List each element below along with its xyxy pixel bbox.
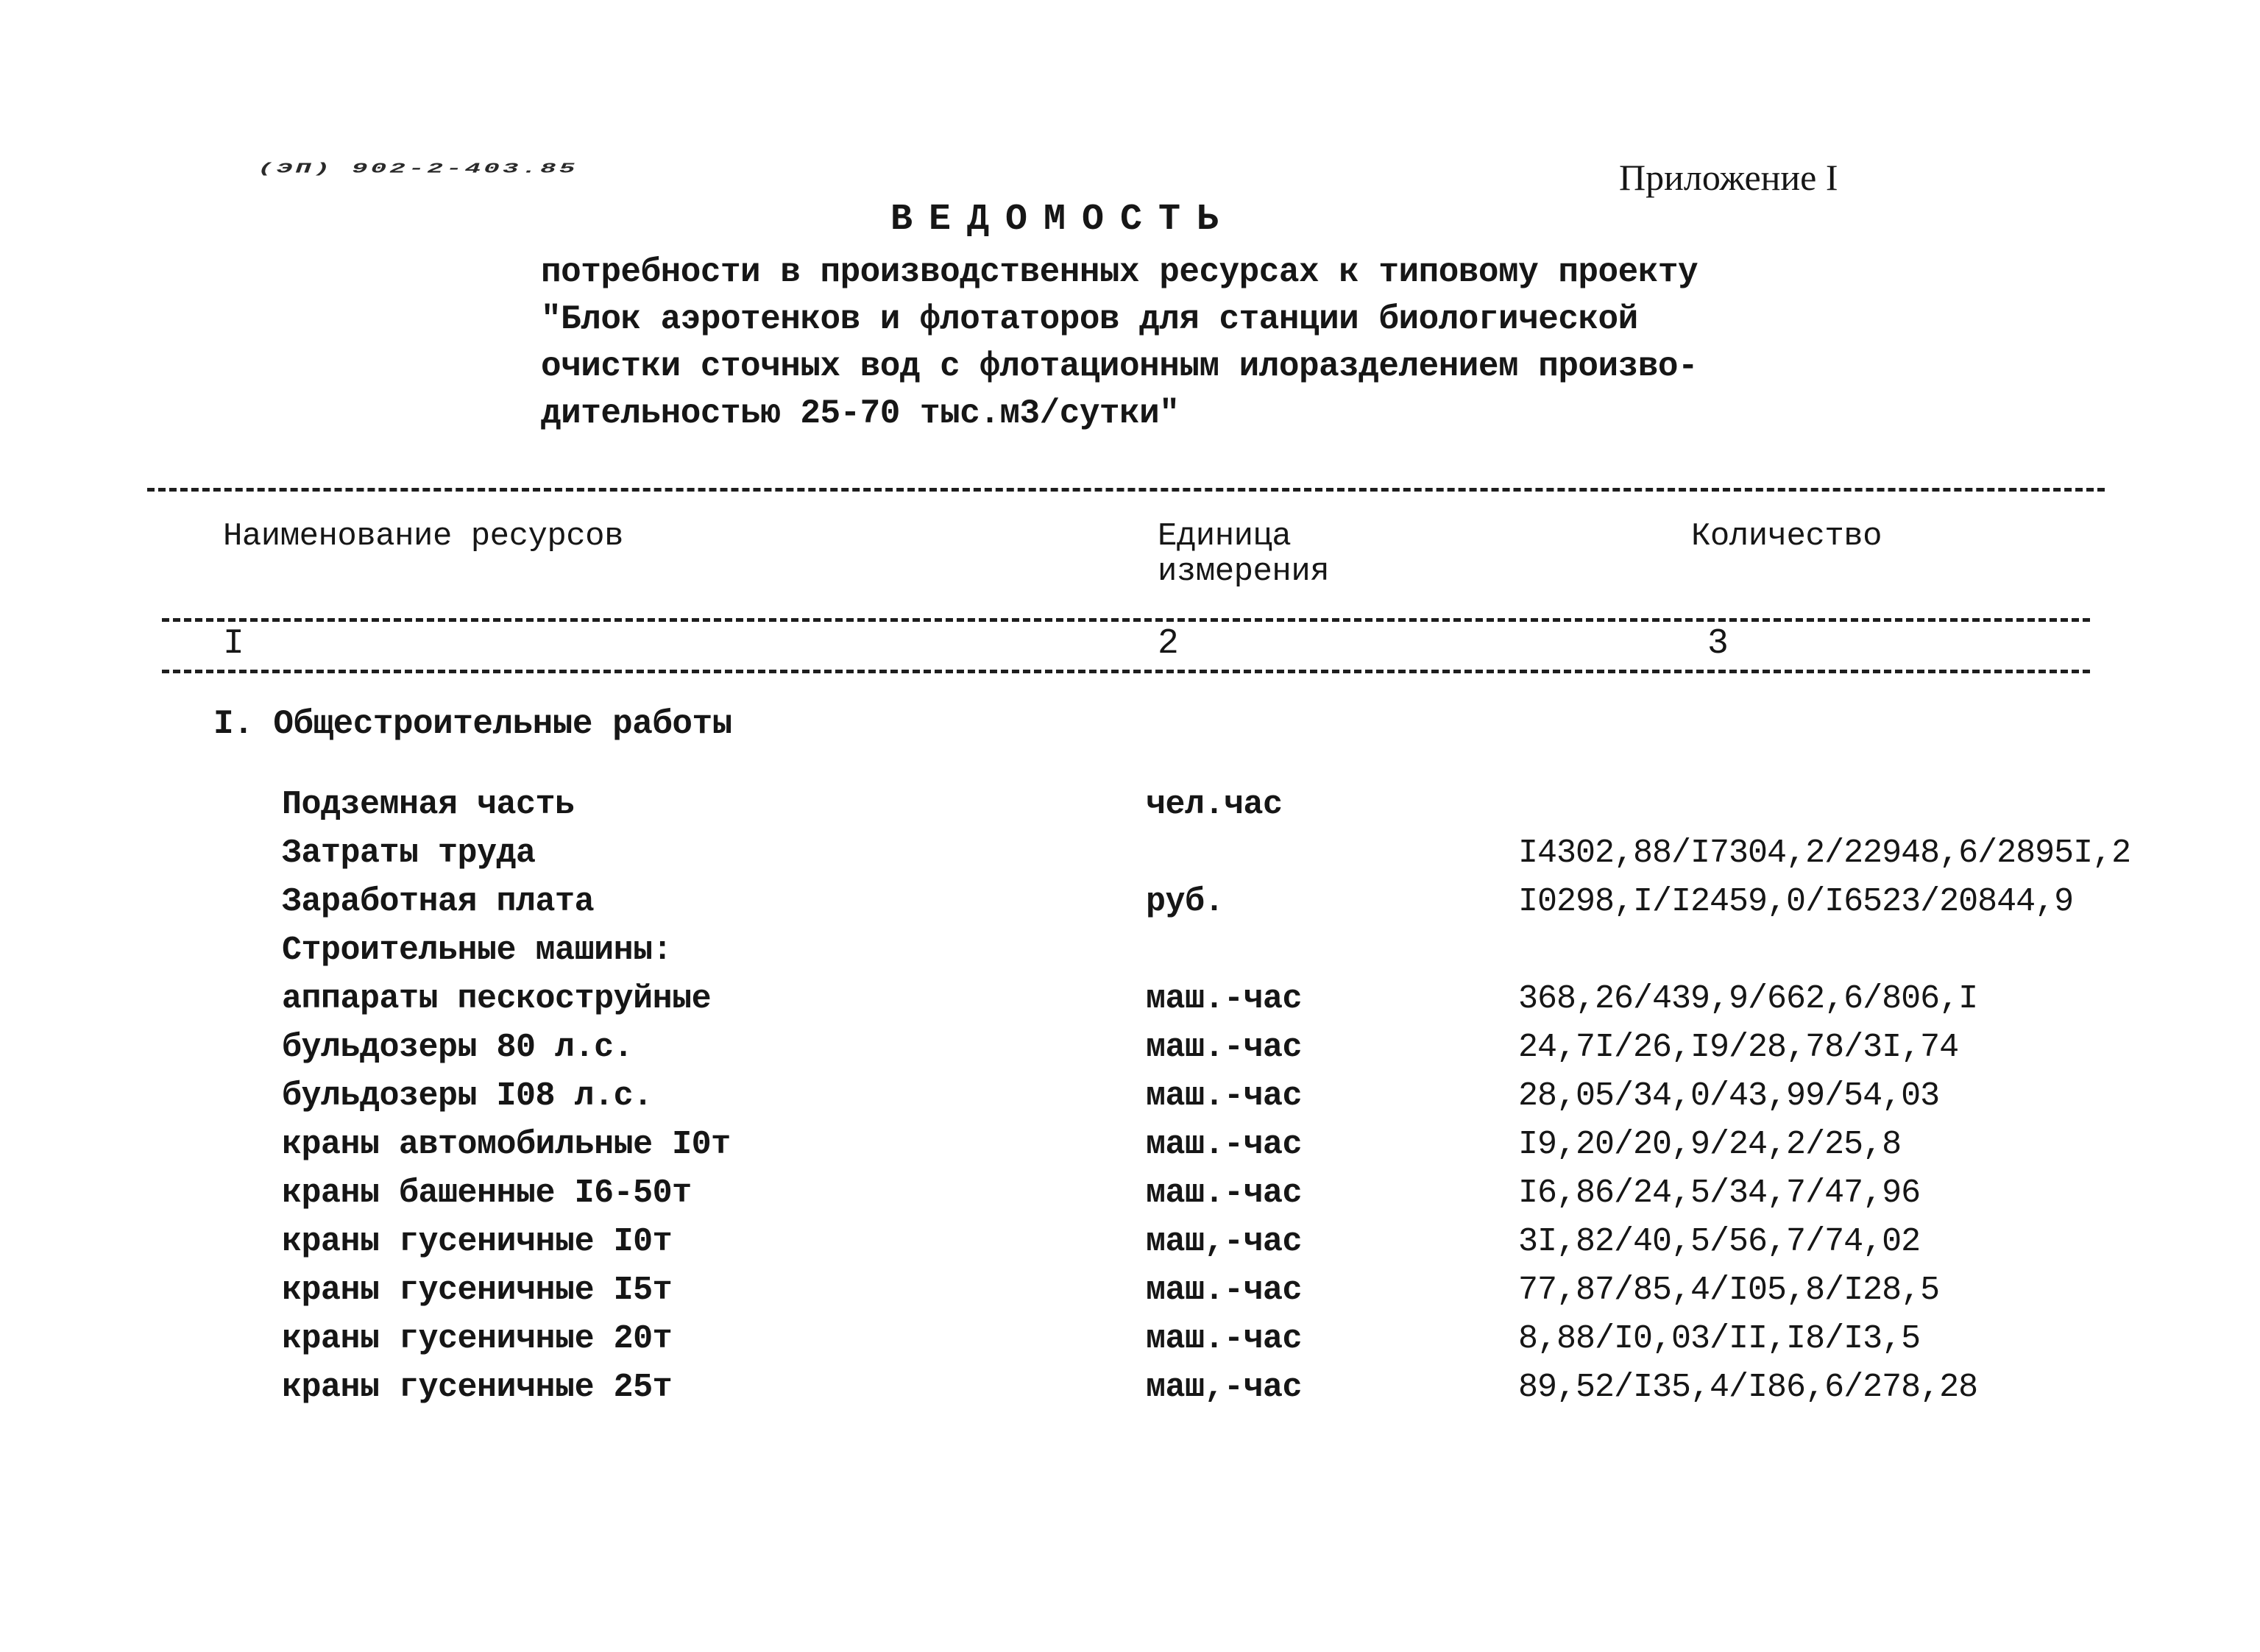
- resource-quantity: 3I,82/40,5/56,7/74,02: [1518, 1223, 1921, 1261]
- table-header-divider: [162, 618, 2090, 622]
- resource-unit: маш,-час: [1146, 1223, 1303, 1261]
- subtitle-line: потребности в производственных ресурсах к типовому проекту: [541, 253, 1698, 291]
- resource-quantity: I6,86/24,5/34,7/47,96: [1518, 1174, 1921, 1212]
- column-header-name: Наименование ресурсов: [223, 518, 623, 555]
- table-row: [0, 1126, 2260, 1174]
- resource-unit: маш.-час: [1146, 1126, 1303, 1163]
- subtitle-line: "Блок аэротенков и флотаторов для станции биологической: [541, 300, 1638, 338]
- table-row: [0, 1272, 2260, 1320]
- resource-name: краны башенные I6-50т: [282, 1174, 692, 1212]
- resource-name: Затраты труда: [282, 834, 536, 872]
- column-number-3: 3: [1707, 624, 1729, 664]
- table-row: [0, 786, 2260, 834]
- subtitle-line: очистки сточных вод с флотационным илоразделением произво-: [541, 347, 1698, 386]
- resource-name: бульдозеры 80 л.с.: [282, 1029, 634, 1066]
- resource-name: краны гусеничные I5т: [282, 1272, 673, 1309]
- resource-name: Подземная часть: [282, 786, 575, 823]
- resource-name: Строительные машины:: [282, 932, 673, 969]
- resource-name: краны автомобильные I0т: [282, 1126, 731, 1163]
- column-header-unit: Единица измерения: [1158, 518, 1330, 590]
- table-row: [0, 980, 2260, 1029]
- resource-quantity: 77,87/85,4/I05,8/I28,5: [1518, 1272, 1940, 1309]
- resource-unit: маш.-час: [1146, 1320, 1303, 1358]
- resource-name: краны гусеничные I0т: [282, 1223, 673, 1261]
- resource-quantity: I0298,I/I2459,0/I6523/20844,9: [1518, 883, 2074, 921]
- table-row: [0, 883, 2260, 932]
- table-row: [0, 1369, 2260, 1417]
- appendix-label: Приложение I: [1619, 157, 1838, 198]
- table-row: [0, 1320, 2260, 1369]
- resource-unit: руб.: [1146, 883, 1225, 921]
- resource-quantity: 28,05/34,0/43,99/54,03: [1518, 1077, 1940, 1115]
- table-row: [0, 1077, 2260, 1126]
- resource-unit: маш.-час: [1146, 980, 1303, 1018]
- resource-quantity: 89,52/I35,4/I86,6/278,28: [1518, 1369, 1978, 1406]
- table-row: [0, 932, 2260, 980]
- resource-quantity: 8,88/I0,03/II,I8/I3,5: [1518, 1320, 1921, 1358]
- resource-unit: маш.-час: [1146, 1174, 1303, 1212]
- document-subtitle: [541, 249, 1698, 437]
- resource-unit: маш.-час: [1146, 1077, 1303, 1115]
- resource-unit: маш,-час: [1146, 1369, 1303, 1406]
- resource-unit: маш.-час: [1146, 1272, 1303, 1309]
- resource-unit: чел.час: [1146, 786, 1283, 823]
- resource-quantity: I9,20/20,9/24,2/25,8: [1518, 1126, 1902, 1163]
- table-row: [0, 1223, 2260, 1272]
- column-header-quantity: Количество: [1691, 518, 1882, 555]
- resource-quantity: 368,26/439,9/662,6/806,I: [1518, 980, 1978, 1018]
- table-row: [0, 1029, 2260, 1077]
- section-title: I. Общестроительные работы: [213, 705, 732, 743]
- resource-name: краны гусеничные 25т: [282, 1369, 673, 1406]
- resource-name: аппараты пескоструйные: [282, 980, 712, 1018]
- document-code: (ЭП) 902-2-403.85: [258, 160, 578, 177]
- table-row: [0, 834, 2260, 883]
- column-numbers-divider: [162, 670, 2090, 673]
- resource-unit: маш.-час: [1146, 1029, 1303, 1066]
- document-title: ВЕДОМОСТЬ: [890, 199, 1236, 241]
- table-top-divider: [147, 488, 2105, 492]
- column-number-1: I: [223, 624, 244, 664]
- subtitle-line: дительностью 25-70 тыс.м3/сутки": [541, 394, 1180, 433]
- column-number-2: 2: [1158, 624, 1179, 664]
- table-row: [0, 1174, 2260, 1223]
- resource-quantity: 24,7I/26,I9/28,78/3I,74: [1518, 1029, 1959, 1066]
- resource-quantity: I4302,88/I7304,2/22948,6/2895I,2: [1518, 834, 2131, 872]
- resource-name: бульдозеры I08 л.с.: [282, 1077, 653, 1115]
- resource-name: краны гусеничные 20т: [282, 1320, 673, 1358]
- resource-name: Заработная плата: [282, 883, 595, 921]
